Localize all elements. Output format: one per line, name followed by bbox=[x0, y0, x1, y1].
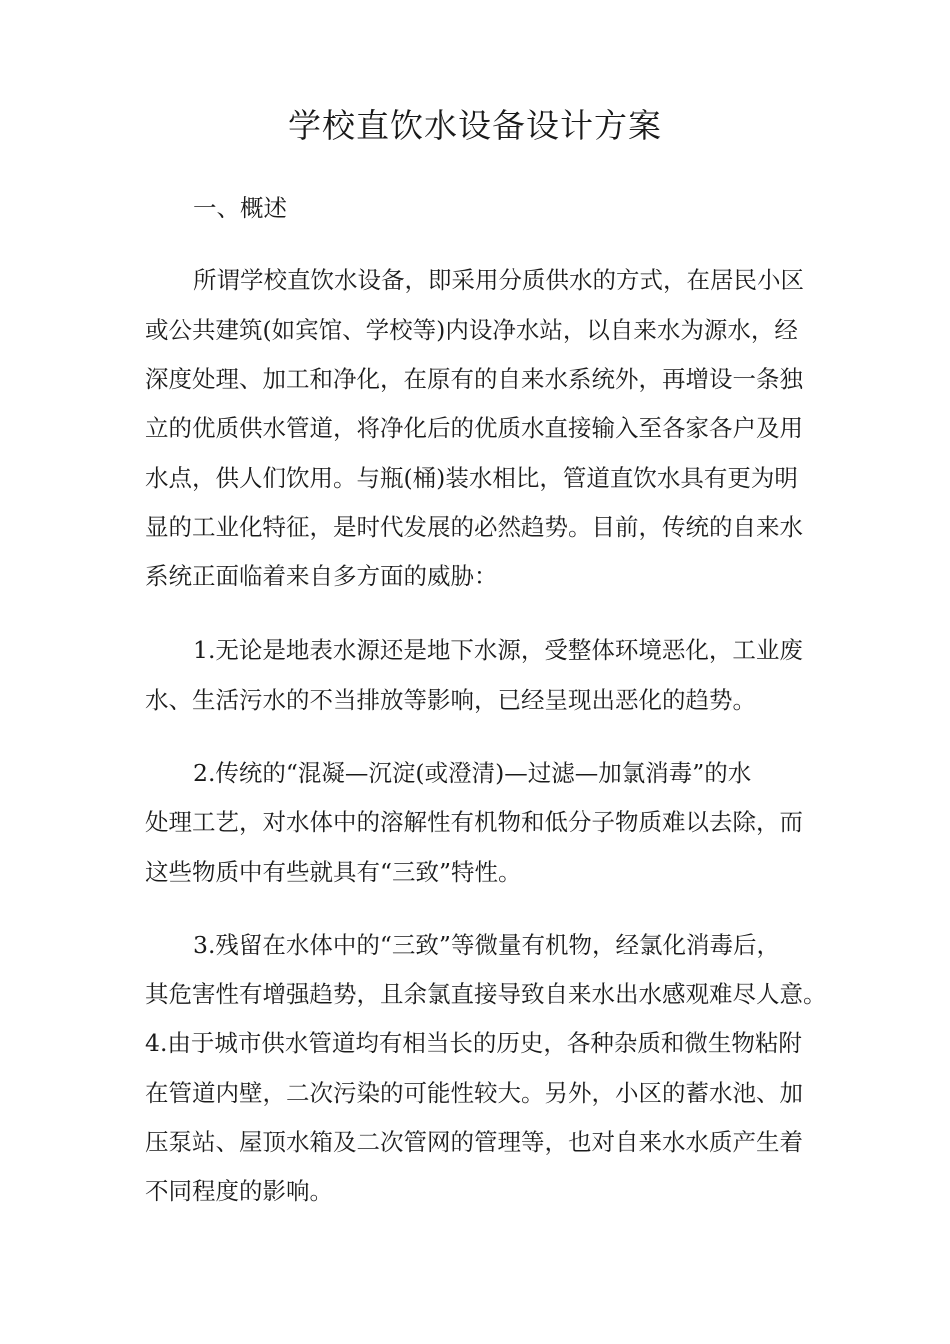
list-item-line: 4.由于城市供水管道均有相当长的历史，各种杂质和微生物粘附 bbox=[145, 1029, 802, 1057]
list-item-line: 这些物质中有些就具有“三致”特性。 bbox=[145, 858, 522, 886]
list-item-line: 1.无论是地表水源还是地下水源，受整体环境恶化，工业废 bbox=[193, 636, 803, 664]
list-item-line: 压泵站、屋顶水箱及二次管网的管理等，也对自来水水质产生着 bbox=[145, 1128, 803, 1156]
paragraph-line: 所谓学校直饮水设备，即采用分质供水的方式，在居民小区 bbox=[193, 266, 804, 294]
paragraph-line: 系统正面临着来自多方面的威胁： bbox=[145, 562, 498, 590]
list-item-line: 3.残留在水体中的“三致”等微量有机物，经氯化消毒后， bbox=[193, 931, 780, 959]
list-item-line: 2.传统的“混凝—沉淀(或澄清)—过滤—加氯消毒”的水 bbox=[193, 759, 752, 787]
paragraph-line: 显的工业化特征，是时代发展的必然趋势。目前，传统的自来水 bbox=[145, 513, 803, 541]
list-item-line: 其危害性有增强趋势，且余氯直接导致自来水出水感观难尽人意。 bbox=[145, 980, 827, 1008]
paragraph-line: 立的优质供水管道，将净化后的优质水直接输入至各家各户及用 bbox=[145, 414, 803, 442]
list-item-line: 水、生活污水的不当排放等影响，已经呈现出恶化的趋势。 bbox=[145, 686, 756, 714]
section-heading: 一、概述 bbox=[193, 194, 287, 222]
list-item-line: 处理工艺，对水体中的溶解性有机物和低分子物质难以去除，而 bbox=[145, 808, 803, 836]
paragraph-line: 或公共建筑(如宾馆、学校等)内设净水站，以自来水为源水，经 bbox=[145, 316, 798, 344]
list-item-line: 在管道内壁，二次污染的可能性较大。另外，小区的蓄水池、加 bbox=[145, 1079, 803, 1107]
document-title: 学校直饮水设备设计方案 bbox=[288, 106, 662, 145]
paragraph-line: 水点，供人们饮用。与瓶(桶)装水相比，管道直饮水具有更为明 bbox=[145, 464, 798, 492]
list-item-line: 不同程度的影响。 bbox=[145, 1177, 333, 1205]
paragraph-line: 深度处理、加工和净化，在原有的自来水系统外，再增设一条独 bbox=[145, 365, 803, 393]
